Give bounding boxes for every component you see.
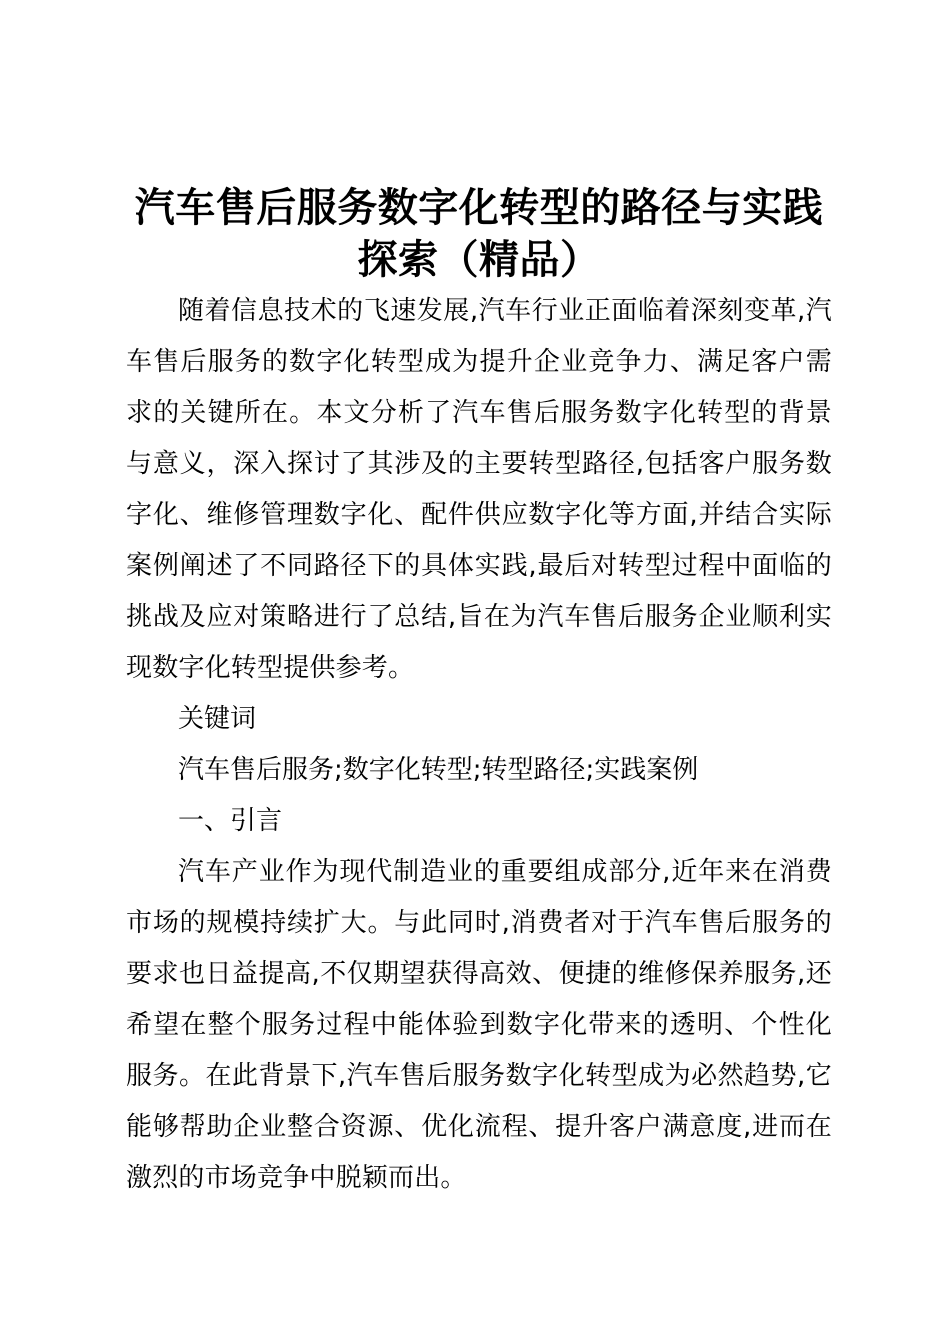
document-page	[126, 182, 832, 1204]
abstract-paragraph: 随着信息技术的飞速发展,汽车行业正面临着深刻变革,汽车售后服务的数字化转型成为提升企业竞争力、满足客户需求的关键所在。本文分析了汽车售后服务数字化转型的背景与意义，深入探讨了其涉及的主要转型路径,包括客户服务数字化、维修管理数字化、配件供应数字化等方面,并结合实际案例阐述了不同路径下的具体实践,最后对转型过程中面临的挑战及应对策略进行了总结,旨在为汽车售后服务企业顺利实现数字化转型提供参考。	[126, 296, 832, 683]
keywords-label: 关键词	[178, 704, 257, 734]
keywords-list: 汽车售后服务;数字化转型;转型路径;实践案例	[178, 755, 699, 785]
section-heading-introduction: 一、引言	[178, 806, 283, 836]
introduction-paragraph: 汽车产业作为现代制造业的重要组成部分,近年来在消费市场的规模持续扩大。与此同时,消费者对于汽车售后服务的要求也日益提高,不仅期望获得高效、便捷的维修保养服务,还希望在整个服务过程中能体验到数字化带来的透明、个性化服务。在此背景下,汽车售后服务数字化转型成为必然趋势,它能够帮助企业整合资源、优化流程、提升客户满意度,进而在激烈的市场竞争中脱颖而出。	[126, 857, 832, 1193]
document-title: 汽车售后服务数字化转型的路径与实践探索（精品）	[134, 185, 824, 283]
